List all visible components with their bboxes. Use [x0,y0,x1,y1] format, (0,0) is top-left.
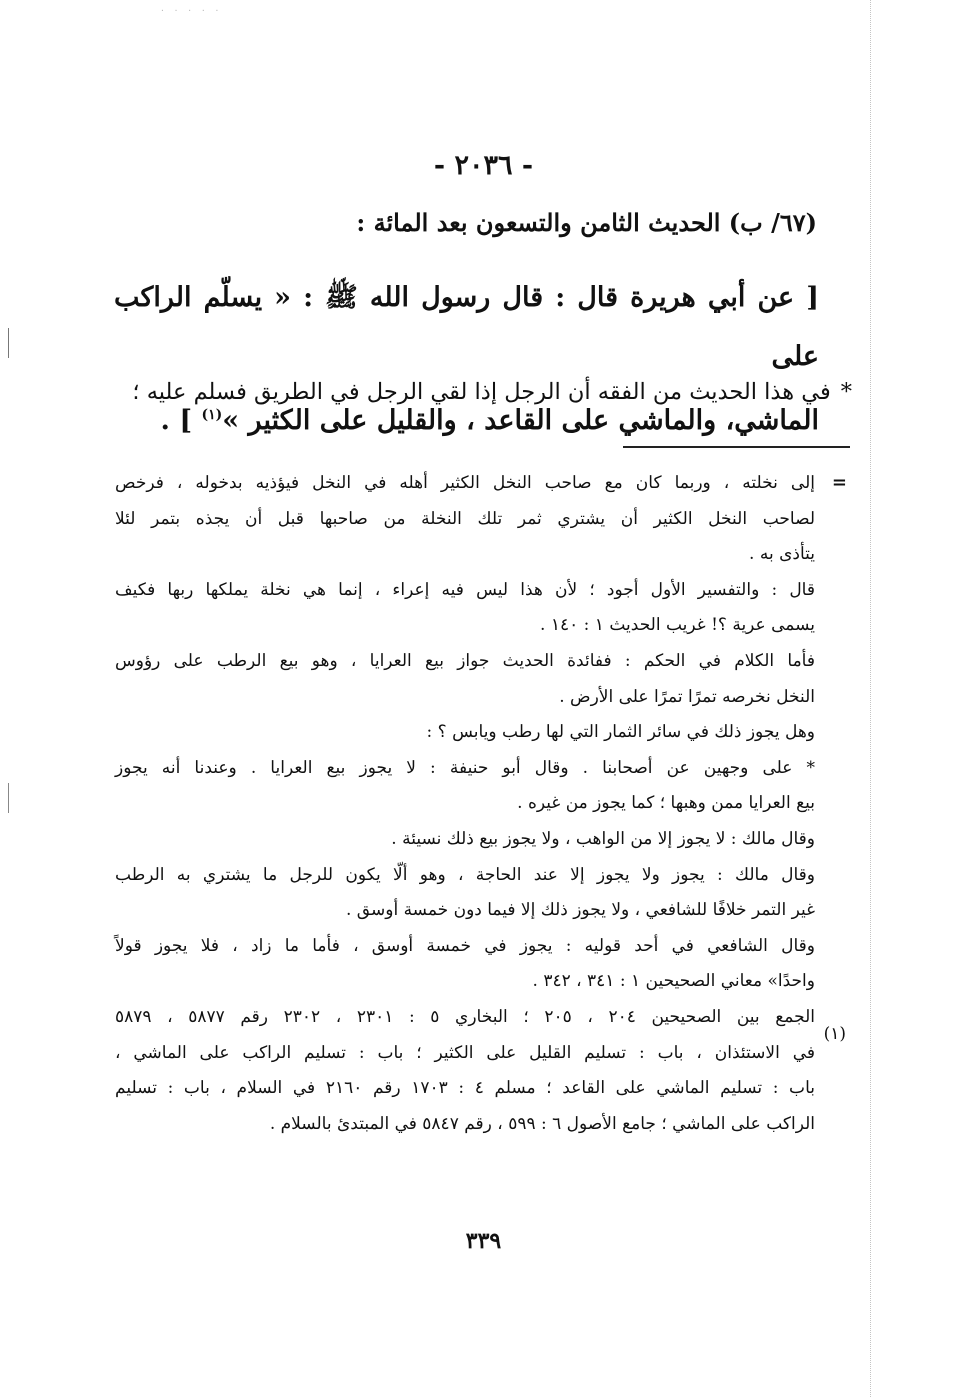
footnote-line: قال : والتفسير الأول أجود ؛ لأن هذا ليس فيه إعراء ، إنما هي نخلة يملكها ربها فكيف [115,579,815,600]
footnote-line: واحدًا» معاني الصحيحين ١ : ٣٤١ ، ٣٤٢ . [532,971,815,992]
footnote-line: النخل نخرصه تمرًا تمرًا على الأرض . [559,686,815,707]
hadith-text-closing: ] . [160,405,202,436]
footnote-line: وقال مالك : يجوز ولا يجوز إلا عند الحاجة ، وهو ألّا يكون للرجل ما يشتري به الرطب [115,864,815,885]
continuation-mark: = [831,472,847,493]
footnote-line: فأما الكلام في الحكم : ففائدة الحديث جواز بيع العرايا ، وهو بيع الرطب على رؤوس [115,650,815,671]
footnote-1-line: الجمع بين الصحيحين ٢٠٤ ، ٢٠٥ ؛ البخاري ٥ : ٢٣٠١ ، ٢٣٠٢ رقم ٥٨٧٧ ، ٥٨٧٩ [115,1006,815,1027]
left-margin-tick [8,328,9,358]
footnote-line: وقال الشافعي في أحد قوليه : يجوز في خمسة أوسق ، فأما ما زاد ، فلا يجوز قولاً [115,935,815,956]
hadith-number: - ٢٠٣٦ - [433,150,534,181]
hadith-heading: (٦٧/ ب) الحديث الثامن والتسعون بعد المائة : [356,208,817,237]
hadith-text-line-1: [ عن أبي هريرة قال : قال رسول الله ﷺ : « يسلّم الراكب على [114,282,819,372]
page-number: ٣٣٩ [465,1228,502,1254]
footnote-1-line: الراكب على الماشي ؛ جامع الأصول ٦ : ٥٩٩ ، رقم ٥٨٤٧ في المبتدئ بالسلام . [269,1113,815,1134]
footnote-line: يسمى عرية ؟! غريب الحديث ١ : ١٤٠ . [540,615,815,636]
footnote-1-number: (١) [823,1024,846,1044]
footnote-1-line: باب : تسليم الماشي على القاعد ؛ مسلم ٤ : ١٧٠٣ رقم ٢١٦٠ في السلام ، باب : تسليم [115,1078,815,1099]
footnote-line: يتأذى به . [749,544,815,565]
footnote-line: وقال مالك : لا يجوز إلا من الواهب ، ولا يجوز بيع ذلك نسيئة . [391,828,815,849]
hadith-text-line-2-body: الماشي، والماشي على القاعد ، والقليل على الكثير » [222,405,819,436]
hadith-text [114,268,819,450]
left-margin-tick-lower [8,783,9,813]
footnote-line: بيع العرايا ممن وهبها ؛ كما يجوز من غيره . [517,793,815,814]
footnote-reference: (١) [201,407,223,423]
footnote-line: * على وجهين عن أصحابنا . وقال أبو حنيفة : لا يجوز بيع العرايا . وعندنا أنه يجوز [115,757,815,778]
footnote-line: إلى نخلته ، وربما كان مع صاحب النخل الكثير أهله في النخل فيؤذيه بدخوله ، فرخص [115,473,815,493]
footnote-1-line: في الاستئذان ، باب : تسليم القليل على الكثير ؛ باب : تسليم الراكب على الماشي ، [115,1042,815,1063]
right-edge-dotted-line [870,0,871,1397]
footnote-line: وهل يجوز ذلك في سائر الثمار التي لها رطب ويابس ؟ : [426,722,815,743]
footnotes-block [115,466,815,1142]
commentary-text: في هذا الحديث من الفقه أن الرجل إذا لقي الرجل في الطريق فسلم عليه ؛ [132,379,831,405]
commentary-paragraph [114,379,852,405]
commentary-star: * [840,379,852,405]
footnote-separator [623,446,850,448]
footnote-line: لصاحب النخل الكثير أن يشتري ثمر تلك النخلة من صاحبها قبل أن يجذه بتمر لئلا [115,508,815,529]
footnote-line: غير التمر خلافًا للشافعي ، ولا يجوز ذلك إلا فيما دون خمسة أوسق . [346,900,815,921]
top-dots: . . . . . [160,4,222,13]
